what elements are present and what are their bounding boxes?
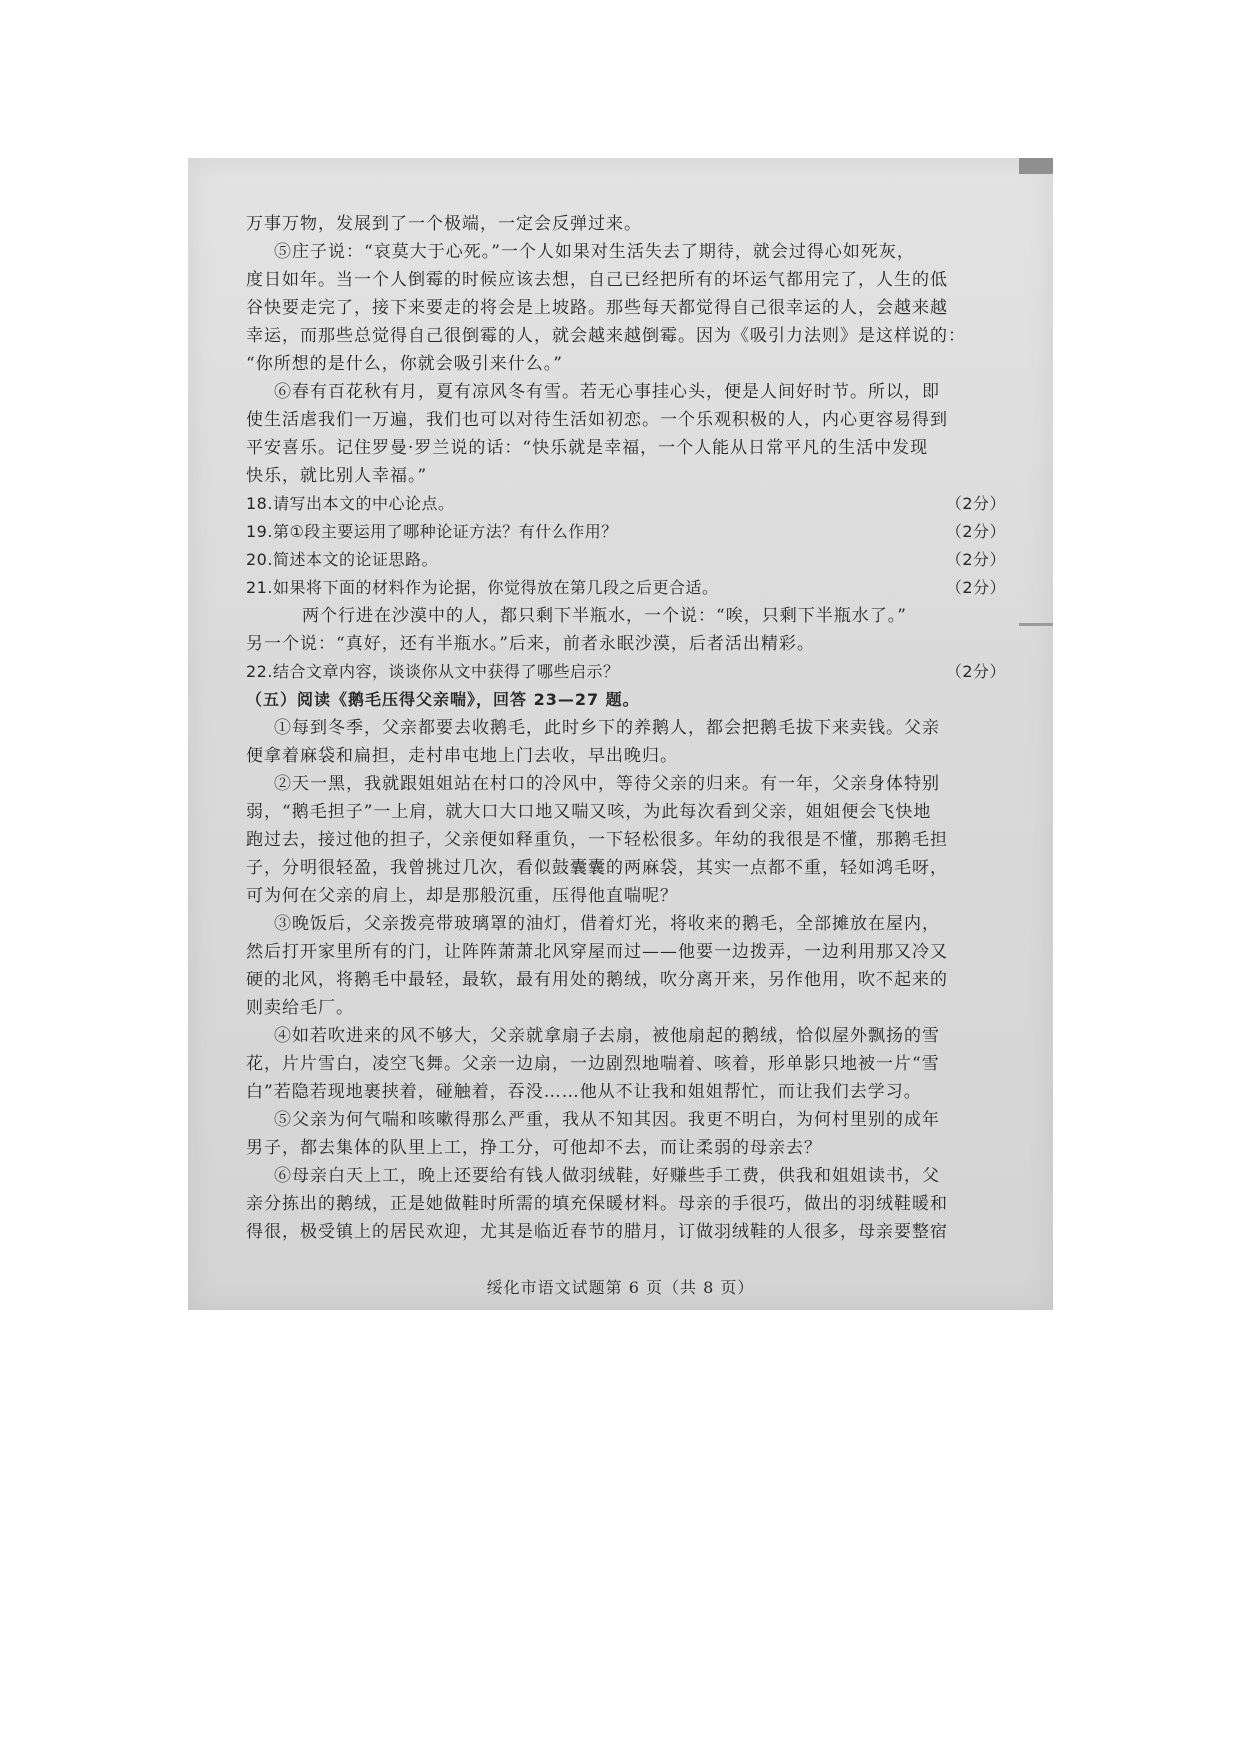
text-line: 硬的北风，将鹅毛中最轻，最软，最有用处的鹅绒，吹分离开来，另作他用，吹不起来的 (246, 970, 948, 990)
text-line: ⑤庄子说：“哀莫大于心死。”一个人如果对生活失去了期待，就会过得心如死灰， (274, 242, 915, 262)
exam-text (246, 210, 1006, 1246)
question-18 (246, 490, 1006, 518)
text-line: 快乐，就比别人幸福。” (246, 466, 428, 486)
question-text: 20.简述本文的论证思路。 (246, 550, 438, 569)
question-19 (246, 518, 1006, 546)
question-22 (246, 658, 1006, 686)
photographed-exam-page (188, 158, 1053, 1310)
text-line: 跑过去，接过他的担子，父亲便如释重负，一下轻松很多。年幼的我很是不懂，那鹅毛担 (246, 830, 948, 850)
text-line: 度日如年。当一个人倒霉的时候应该去想，自己已经把所有的坏运气都用完了，人生的低 (246, 270, 948, 290)
question-text: 18.请写出本文的中心论点。 (246, 494, 455, 513)
material-line: 另一个说：“真好，还有半瓶水。”后来，前者永眠沙漠，后者活出精彩。 (246, 634, 815, 654)
text-line: 然后打开家里所有的门，让阵阵萧萧北风穿屋而过——他要一边拨弄，一边利用那又冷又 (246, 942, 948, 962)
question-text: 19.第①段主要运用了哪种论证方法？有什么作用？ (246, 522, 618, 541)
text-line: 万事万物，发展到了一个极端，一定会反弹过来。 (246, 214, 642, 234)
text-line: ⑥春有百花秋有月，夏有凉风冬有雪。若无心事挂心头，便是人间好时节。所以，即 (274, 382, 940, 402)
text-line: 子，分明很轻盈，我曾挑过几次，看似鼓囊囊的两麻袋，其实一点都不重，轻如鸿毛呀， (246, 858, 948, 878)
question-score: （2分） (945, 522, 1006, 541)
page-footer: 绥化市语文试题第 6 页（共 8 页） (486, 1278, 755, 1297)
text-line: ⑤父亲为何气喘和咳嗽得那么严重，我从不知其因。我更不明白，为何村里别的成年 (274, 1110, 940, 1130)
text-line: ②天一黑，我就跟姐姐站在村口的冷风中，等待父亲的归来。有一年，父亲身体特别 (274, 774, 940, 794)
question-text: 22.结合文章内容，谈谈你从文中获得了哪些启示？ (246, 662, 620, 681)
text-line: 弱，“鹅毛担子”一上肩，就大口大口地又喘又咳，为此每次看到父亲，姐姐便会飞快地 (246, 802, 932, 822)
question-score: （2分） (945, 550, 1006, 569)
question-20 (246, 546, 1006, 574)
text-line: ⑥母亲白天上工，晚上还要给有钱人做羽绒鞋，好赚些手工费，供我和姐姐读书，父 (274, 1166, 940, 1186)
text-line: ③晚饭后，父亲拨亮带玻璃罩的油灯，借着灯光，将收来的鹅毛，全部摊放在屋内， (274, 914, 940, 934)
text-line: 使生活虐我们一万遍，我们也可以对待生活如初恋。一个乐观积极的人，内心更容易得到 (246, 410, 948, 430)
material-line: 两个行进在沙漠中的人，都只剩下半瓶水，一个说：“唉，只剩下半瓶水了。” (302, 606, 907, 626)
text-line: ④如若吹进来的风不够大，父亲就拿扇子去扇，被他扇起的鹅绒，恰似屋外飘扬的雪 (274, 1026, 940, 1046)
text-line: 便拿着麻袋和扁担，走村串屯地上门去收，早出晚归。 (246, 746, 678, 766)
text-line: 得很，极受镇上的居民欢迎，尤其是临近春节的腊月，订做羽绒鞋的人很多，母亲要整宿 (246, 1222, 948, 1242)
text-line: 平安喜乐。记住罗曼·罗兰说的话：“快乐就是幸福，一个人能从日常平凡的生活中发现 (246, 438, 929, 458)
text-line: 谷快要走完了，接下来要走的将会是上坡路。那些每天都觉得自己很幸运的人，会越来越 (246, 298, 948, 318)
page-corner-tab (1019, 158, 1053, 174)
text-line: 幸运，而那些总觉得自己很倒霉的人，就会越来越倒霉。因为《吸引力法则》是这样说的： (246, 326, 966, 346)
section-heading: （五）阅读《鹅毛压得父亲喘》，回答 23—27 题。 (246, 690, 640, 709)
text-line: 可为何在父亲的肩上，却是那般沉重，压得他直喘呢？ (246, 886, 678, 906)
page-edge-mark (1019, 623, 1053, 626)
text-line: 男子，都去集体的队里上工，挣工分，可他却不去，而让柔弱的母亲去？ (246, 1138, 822, 1158)
text-line: 白”若隐若现地裹挟着，碰触着，吞没……他从不让我和姐姐帮忙，而让我们去学习。 (246, 1082, 922, 1102)
question-score: （2分） (945, 662, 1006, 681)
question-score: （2分） (945, 578, 1006, 597)
text-line: 亲分拣出的鹅绒，正是她做鞋时所需的填充保暖材料。母亲的手很巧，做出的羽绒鞋暖和 (246, 1194, 948, 1214)
text-line: ①每到冬季，父亲都要去收鹅毛，此时乡下的养鹅人，都会把鹅毛拔下来卖钱。父亲 (274, 718, 940, 738)
question-21 (246, 574, 1006, 602)
text-line: “你所想的是什么，你就会吸引来什么。” (246, 354, 563, 374)
text-line: 则卖给毛厂。 (246, 998, 354, 1018)
text-line: 花，片片雪白，凌空飞舞。父亲一边扇，一边剧烈地喘着、咳着，形单影只地被一片“雪 (246, 1054, 940, 1074)
question-text: 21.如果将下面的材料作为论据，你觉得放在第几段之后更合适。 (246, 578, 719, 597)
question-score: （2分） (945, 494, 1006, 513)
